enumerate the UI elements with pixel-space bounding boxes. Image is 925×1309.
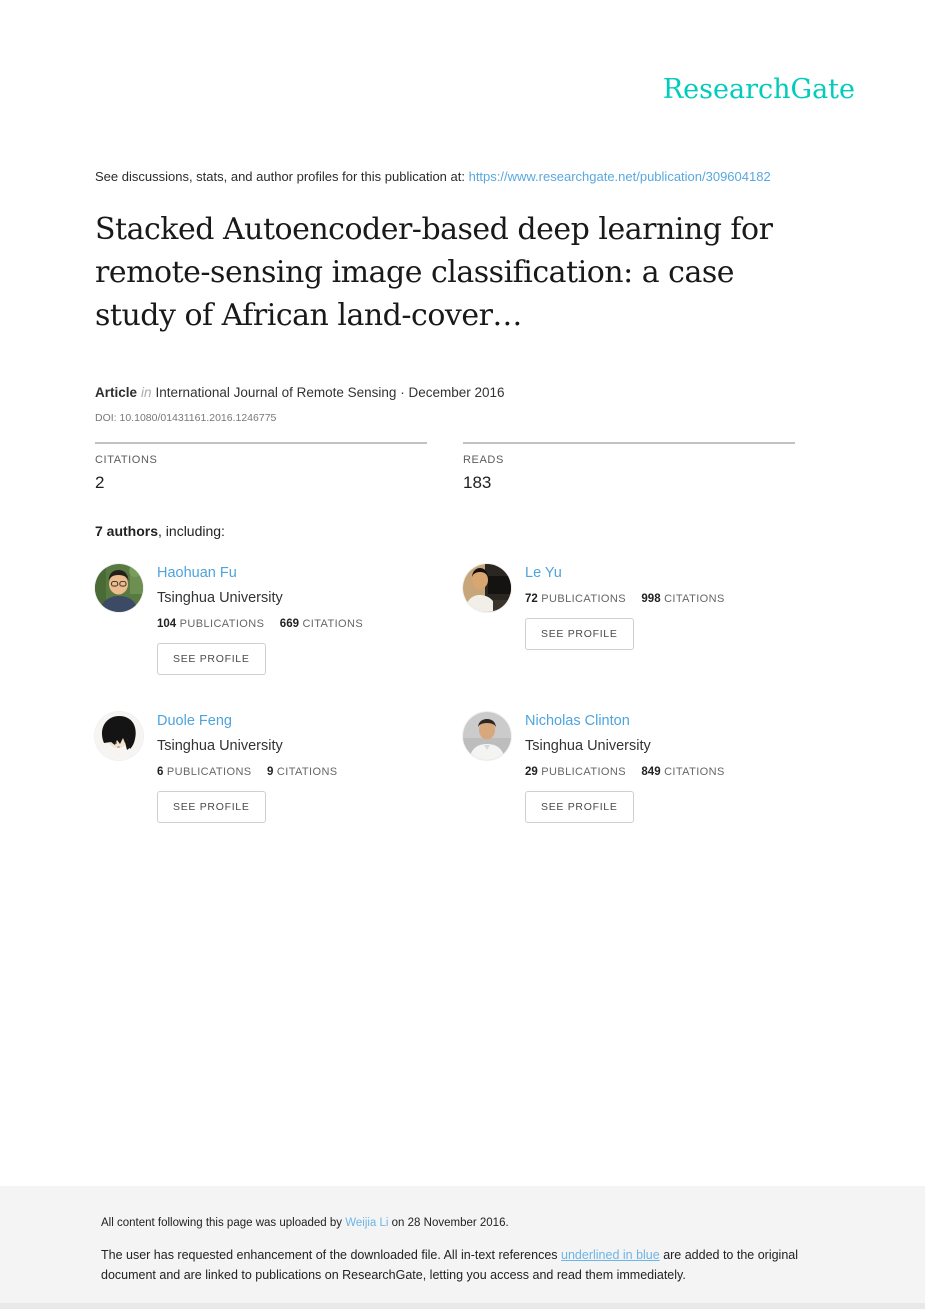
author-name-link[interactable]: Le Yu xyxy=(525,565,562,581)
reads-label: READS xyxy=(463,454,504,466)
publication-link-line xyxy=(95,169,771,184)
author-affiliation: Tsinghua University xyxy=(525,738,651,754)
see-line-text: See discussions, stats, and author profiles for this publication at: xyxy=(95,169,469,184)
enhancement-note-suffix: are added to the original document and are linked to publications on ResearchGate, letting you access and read them immediately. xyxy=(101,1248,799,1282)
avatar-photo-nicholas-clinton xyxy=(463,712,511,760)
uploader-link[interactable]: Weijia Li xyxy=(345,1217,389,1229)
authors-count: 7 authors xyxy=(95,523,159,539)
journal-name: International Journal of Remote Sensing · December 2016 xyxy=(155,385,505,400)
author-stats xyxy=(525,765,813,779)
author-stats xyxy=(157,765,445,779)
page-bottom-edge xyxy=(0,1303,925,1309)
author-avatar[interactable] xyxy=(463,712,511,760)
citations-label: CITATIONS xyxy=(664,593,725,605)
author-avatar[interactable] xyxy=(95,564,143,612)
publications-label: PUBLICATIONS xyxy=(541,593,626,605)
title-line-3: study of African land-cover… xyxy=(95,298,522,333)
doi-line: DOI: 10.1080/01431161.2016.1246775 xyxy=(95,412,277,424)
see-profile-button[interactable]: SEE PROFILE xyxy=(525,791,634,823)
footer-band xyxy=(0,1186,925,1309)
author-card xyxy=(95,561,445,701)
title-line-2: remote-sensing image classification: a case xyxy=(95,255,734,290)
authors-grid xyxy=(95,561,815,861)
enhancement-note xyxy=(101,1246,826,1285)
author-name-link[interactable]: Nicholas Clinton xyxy=(525,713,630,729)
avatar-photo-le-yu xyxy=(463,564,511,612)
see-profile-button[interactable]: SEE PROFILE xyxy=(157,643,266,675)
see-profile-button[interactable]: SEE PROFILE xyxy=(157,791,266,823)
author-avatar[interactable] xyxy=(95,712,143,760)
author-card xyxy=(463,709,813,849)
publications-count: 104 xyxy=(157,618,177,630)
divider-line xyxy=(95,442,427,444)
publications-label: PUBLICATIONS xyxy=(166,766,252,778)
in-word: in xyxy=(141,385,152,400)
publication-meta xyxy=(95,385,505,400)
reads-stat xyxy=(463,442,795,493)
author-card xyxy=(463,561,813,701)
avatar-cartoon-duole-feng xyxy=(95,712,143,760)
title-line-1: Stacked Autoencoder-based deep learning for xyxy=(95,212,773,247)
publications-count: 6 xyxy=(157,766,164,778)
upload-info-suffix: on 28 November 2016. xyxy=(388,1217,509,1229)
authors-heading-rest: , including: xyxy=(158,523,225,539)
citations-value: 2 xyxy=(95,473,105,492)
citations-count: 669 xyxy=(279,618,299,630)
underlined-in-blue-link[interactable]: underlined in blue xyxy=(561,1248,660,1262)
researchgate-logo[interactable]: ResearchGate xyxy=(662,74,855,105)
enhancement-note-prefix: The user has requested enhancement of the downloaded file. All in-text references xyxy=(101,1248,562,1262)
divider-line xyxy=(463,442,795,444)
author-name-link[interactable]: Duole Feng xyxy=(157,713,232,729)
author-stats xyxy=(525,592,813,606)
citations-count: 998 xyxy=(641,593,661,605)
avatar-photo-haohuan-fu xyxy=(95,564,143,612)
citations-label: CITATIONS xyxy=(302,618,364,630)
publications-label: PUBLICATIONS xyxy=(541,766,626,778)
upload-info-line xyxy=(101,1217,925,1229)
author-avatar[interactable] xyxy=(463,564,511,612)
publication-title xyxy=(95,208,772,337)
citations-label: CITATIONS xyxy=(276,766,338,778)
author-stats xyxy=(157,617,445,631)
citations-label: CITATIONS xyxy=(95,454,158,466)
author-affiliation: Tsinghua University xyxy=(157,590,283,606)
see-profile-button[interactable]: SEE PROFILE xyxy=(525,618,634,650)
citations-label: CITATIONS xyxy=(664,766,725,778)
author-affiliation: Tsinghua University xyxy=(157,738,283,754)
upload-info-prefix: All content following this page was uploaded by xyxy=(101,1217,346,1229)
author-card xyxy=(95,709,445,849)
citations-count: 9 xyxy=(267,766,274,778)
publications-label: PUBLICATIONS xyxy=(179,618,265,630)
citations-count: 849 xyxy=(641,766,661,778)
publications-count: 72 xyxy=(525,593,538,605)
publications-count: 29 xyxy=(525,766,538,778)
authors-heading xyxy=(95,523,225,539)
citations-stat xyxy=(95,442,427,493)
stats-section xyxy=(95,442,805,504)
author-name-link[interactable]: Haohuan Fu xyxy=(157,565,237,581)
reads-value: 183 xyxy=(463,473,492,492)
publication-url-link[interactable]: https://www.researchgate.net/publication/309604182 xyxy=(468,169,771,184)
publication-type: Article xyxy=(95,385,138,400)
